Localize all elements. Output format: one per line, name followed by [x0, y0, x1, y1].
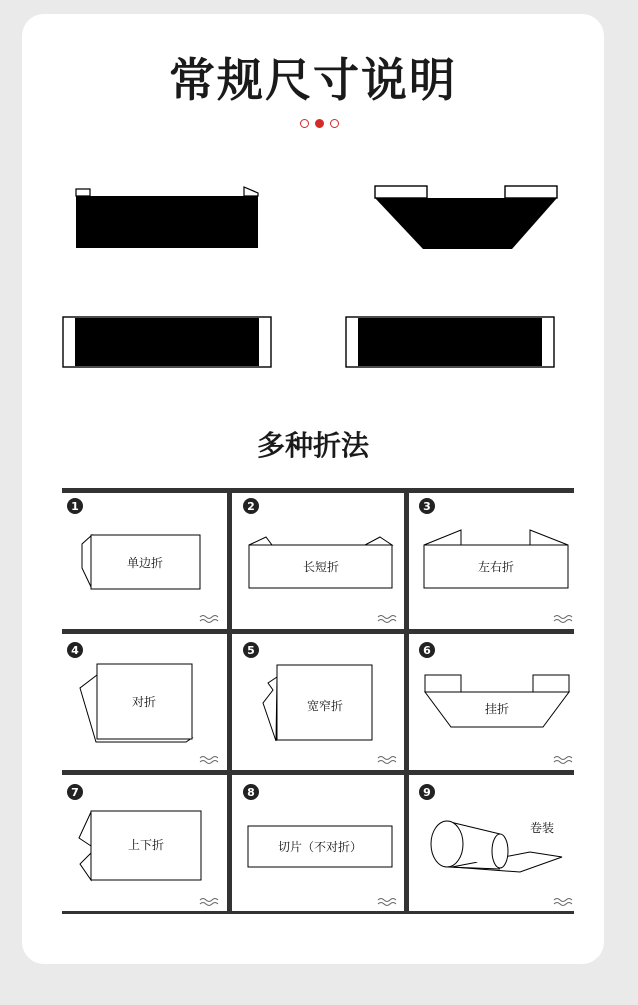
fold-label-6: 挂折 — [484, 702, 510, 716]
fold-cell-7 — [67, 784, 218, 906]
wave-icon — [554, 757, 572, 764]
wave-icon — [554, 899, 572, 906]
fold-cell-3 — [419, 498, 572, 623]
fold-number-8: 8 — [247, 786, 255, 799]
wave-icon — [200, 616, 218, 623]
fold-cell-1 — [67, 498, 218, 623]
roll-front — [431, 821, 463, 867]
fold-number-6: 6 — [423, 644, 431, 657]
fold-cell-6 — [419, 642, 572, 764]
fold-cell-8 — [243, 784, 396, 906]
fold-number-2: 2 — [247, 500, 255, 513]
fold-number-9: 9 — [423, 786, 431, 799]
section-title: 多种折法 — [256, 429, 369, 462]
wave-icon — [200, 899, 218, 906]
wave-icon — [378, 899, 396, 906]
fold-cell-2 — [243, 498, 396, 623]
roll-end — [492, 834, 508, 868]
fold-label-9: 卷装 — [529, 821, 555, 835]
fold-number-1: 1 — [71, 500, 79, 513]
fold-cell-9 — [419, 784, 572, 906]
wave-icon — [378, 757, 396, 764]
fold-label-4: 对折 — [131, 695, 157, 709]
fold-number-7: 7 — [71, 786, 79, 799]
fold-label-7: 上下折 — [127, 838, 165, 852]
page-title: 常规尺寸说明 — [169, 53, 457, 107]
wave-icon — [554, 616, 572, 623]
fold-cell-5 — [243, 642, 396, 764]
fold-cell-4 — [67, 642, 218, 764]
fold-number-5: 5 — [247, 644, 255, 657]
fold-number-3: 3 — [423, 500, 431, 513]
wave-icon — [200, 757, 218, 764]
fold-label-2: 长短折 — [302, 560, 340, 574]
fold-label-1: 单边折 — [126, 556, 164, 570]
wave-icon — [378, 616, 396, 623]
fold-label-3: 左右折 — [477, 560, 515, 574]
fold-label-8: 切片（不对折） — [277, 840, 363, 854]
fold-number-4: 4 — [71, 644, 79, 657]
fold-label-5: 宽窄折 — [306, 699, 344, 713]
